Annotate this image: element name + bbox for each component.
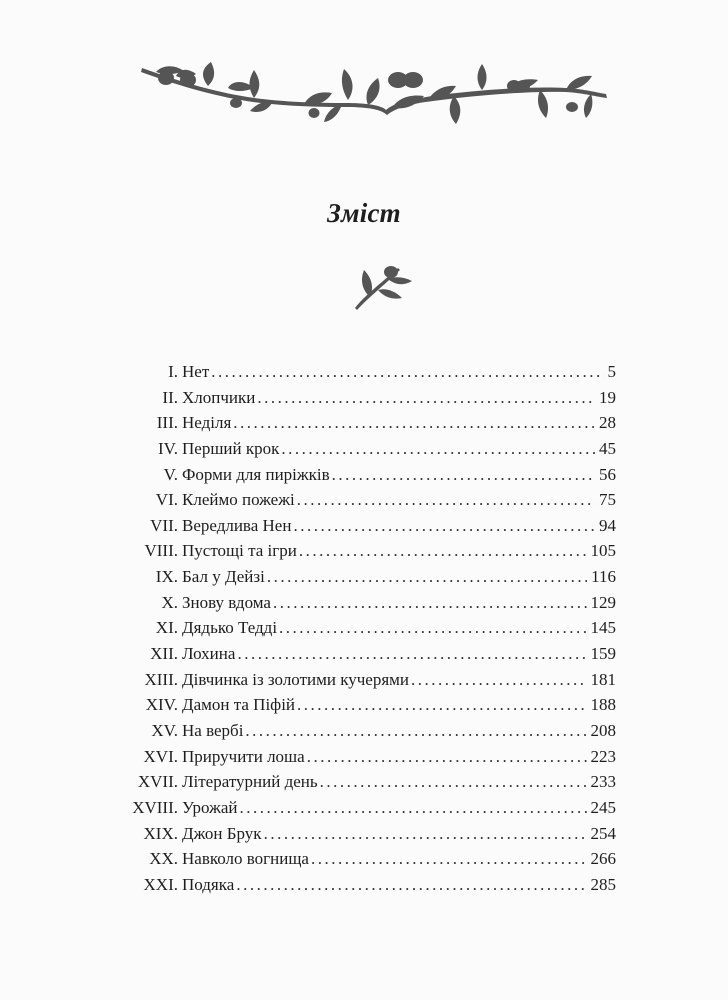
chapter-number: XIII. <box>144 669 178 689</box>
dot-leader <box>297 487 595 513</box>
page-number: 5 <box>607 362 616 381</box>
chapter-number: VI. <box>155 490 178 510</box>
chapter-title: Знову вдома <box>182 592 271 612</box>
page-number: 129 <box>590 592 616 612</box>
page-title: Зміст <box>327 198 401 228</box>
page-number: 233 <box>590 772 616 792</box>
dot-leader <box>299 538 587 564</box>
dot-leader <box>320 769 587 795</box>
page-number: 266 <box>590 849 616 869</box>
chapter-number: XII. <box>150 644 178 664</box>
dot-leader <box>411 667 586 693</box>
chapter-title: Навколо вогнища <box>182 849 309 869</box>
chapter-number: III. <box>156 413 178 433</box>
page-number: 94 <box>599 515 616 535</box>
toc-entry <box>110 846 626 872</box>
page-number: 181 <box>590 669 616 689</box>
chapter-title: Форми для пиріжків <box>182 464 330 484</box>
chapter-number: XVIII. <box>132 797 178 817</box>
toc-entry <box>110 462 626 488</box>
toc-entry <box>110 821 626 847</box>
chapter-number: IX. <box>155 567 178 587</box>
chapter-title: Дамон та Піфій <box>182 695 296 715</box>
chapter-number: XVI. <box>143 746 178 766</box>
chapter-title: Нет <box>182 362 210 381</box>
toc-entry <box>110 564 626 590</box>
dot-leader <box>332 462 595 488</box>
dot-leader <box>233 410 595 436</box>
page-number: 285 <box>590 874 616 894</box>
chapter-title: Дядько Тедді <box>182 618 278 638</box>
chapter-number: VIII. <box>144 541 178 561</box>
chapter-number: XI. <box>155 618 178 638</box>
chapter-title: Лохина <box>182 644 236 664</box>
chapter-title: Джон Брук <box>182 823 262 843</box>
page-number: 45 <box>599 438 616 458</box>
dot-leader <box>297 692 586 718</box>
chapter-title: Літературний день <box>182 772 318 792</box>
toc-entry <box>110 590 626 616</box>
toc-entry <box>110 872 626 898</box>
dot-leader <box>240 795 587 821</box>
table-of-contents <box>110 359 626 897</box>
page-number: 75 <box>599 490 616 510</box>
chapter-number: V. <box>163 464 178 484</box>
dot-leader <box>264 821 587 847</box>
dot-leader <box>307 744 587 770</box>
chapter-title: На вербі <box>182 720 244 740</box>
chapter-title: Перший крок <box>182 438 280 458</box>
toc-entry <box>110 718 626 744</box>
page-number: 56 <box>599 464 616 484</box>
olive-branch-icon <box>136 58 612 146</box>
chapter-title: Вередлива Нен <box>182 515 292 535</box>
toc-entry <box>110 385 626 411</box>
dot-leader <box>279 615 586 641</box>
toc-entry <box>110 641 626 667</box>
page-number: 254 <box>590 823 616 843</box>
chapter-number: II. <box>162 387 178 407</box>
chapter-number: XIV. <box>145 695 178 715</box>
dot-leader <box>273 590 587 616</box>
chapter-number: IV. <box>158 438 178 458</box>
chapter-title: Урожай <box>182 797 238 817</box>
chapter-title: Хлопчики <box>182 387 256 407</box>
page-number: 145 <box>590 618 616 638</box>
page-number: 105 <box>590 541 616 561</box>
chapter-title: Бал у Дейзі <box>182 567 265 587</box>
dot-leader <box>281 436 595 462</box>
page-number: 208 <box>590 720 616 740</box>
toc-entry <box>110 538 626 564</box>
chapter-title: Подяка <box>182 874 235 894</box>
page-number: 28 <box>599 413 616 433</box>
chapter-title: Дівчинка із золотими кучерями <box>182 669 410 689</box>
dot-leader <box>257 385 595 411</box>
toc-entry <box>110 436 626 462</box>
dot-leader <box>293 513 595 539</box>
toc-entry <box>110 513 626 539</box>
toc-entry <box>110 615 626 641</box>
page-number: 19 <box>599 387 616 407</box>
toc-entry <box>110 769 626 795</box>
chapter-number: XVII. <box>137 772 178 792</box>
dot-leader <box>236 872 586 898</box>
chapter-title: Приручити лоша <box>182 746 305 766</box>
chapter-number: X. <box>161 592 178 612</box>
page-number: 223 <box>590 746 616 766</box>
chapter-number: I. <box>168 362 178 381</box>
chapter-number: XX. <box>149 849 178 869</box>
dot-leader <box>245 718 586 744</box>
dot-leader <box>237 641 586 667</box>
olive-sprig-icon <box>340 248 420 328</box>
chapter-title: Пустощі та ігри <box>182 541 297 561</box>
toc-entry <box>110 744 626 770</box>
chapter-title: Клеймо пожежі <box>182 490 295 510</box>
chapter-number: XIX. <box>143 823 178 843</box>
page-number: 159 <box>590 644 616 664</box>
page-number: 116 <box>591 567 616 587</box>
chapter-number: VII. <box>150 515 178 535</box>
page-number: 245 <box>590 797 616 817</box>
toc-entry <box>110 667 626 693</box>
toc-entry <box>110 487 626 513</box>
chapter-title: Неділя <box>182 413 232 433</box>
chapter-number: XXI. <box>143 874 178 894</box>
page-number: 188 <box>590 695 616 715</box>
toc-entry <box>110 359 626 385</box>
dot-leader <box>211 359 603 385</box>
chapter-number: XV. <box>151 720 178 740</box>
dot-leader <box>311 846 587 872</box>
toc-entry <box>110 795 626 821</box>
dot-leader <box>267 564 587 590</box>
toc-entry <box>110 692 626 718</box>
toc-entry <box>110 410 626 436</box>
